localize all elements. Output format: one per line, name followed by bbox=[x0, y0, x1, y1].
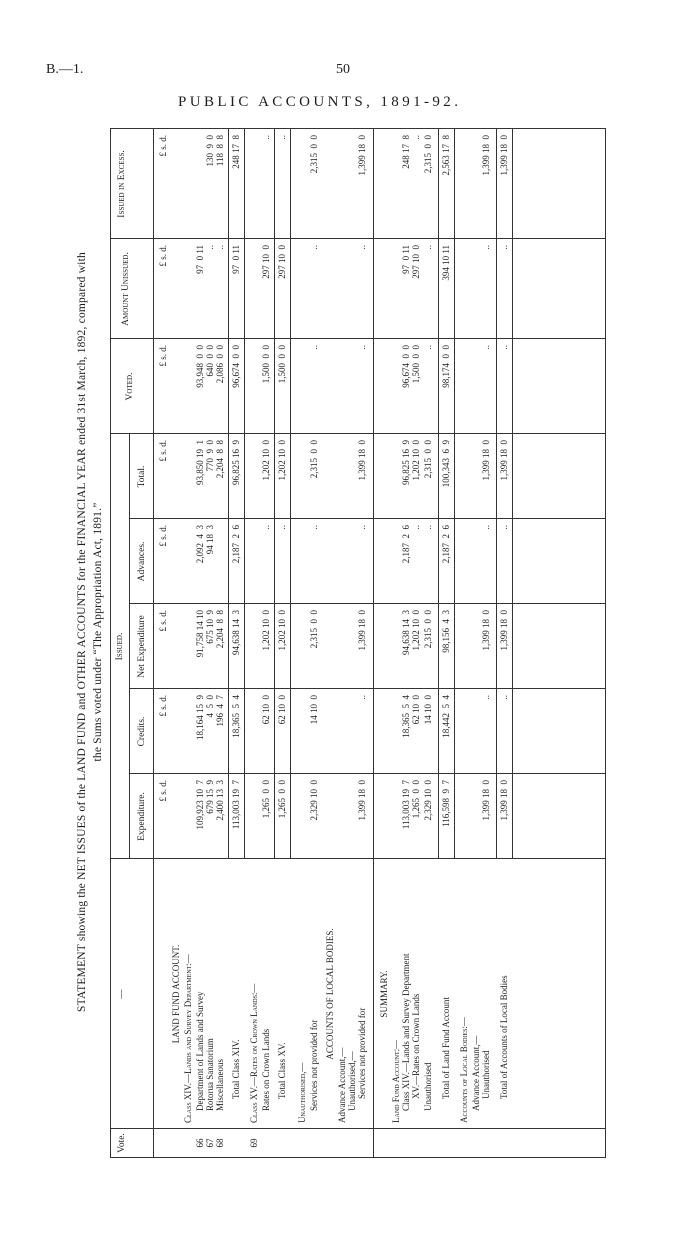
amount-cell: 2,204 8 8 bbox=[215, 610, 225, 649]
amount-cell: 98,174 0 0 bbox=[441, 345, 451, 388]
amount-cell: 118 8 8 bbox=[215, 135, 225, 167]
total-rule bbox=[496, 129, 497, 859]
amount-cell: 675 10 9 bbox=[205, 610, 215, 644]
header-rule bbox=[153, 129, 154, 1157]
amount-cell: .. bbox=[411, 525, 421, 530]
vote-number: 67 bbox=[205, 1138, 215, 1148]
amount-cell: 96,674 0 0 bbox=[401, 345, 411, 388]
total-rule bbox=[512, 129, 513, 859]
amount-cell: 1,399 18 0 bbox=[481, 440, 491, 481]
amount-cell: 2,315 0 0 bbox=[423, 440, 433, 479]
row-label: Class XIV.—Lands and Survey Department bbox=[401, 953, 411, 1111]
total-rule bbox=[228, 129, 229, 859]
amount-cell: 1,399 18 0 bbox=[357, 780, 367, 821]
amount-cell: 130 9 0 bbox=[205, 135, 215, 167]
amount-cell: .. bbox=[309, 245, 319, 250]
amount-cell: 116,598 9 7 bbox=[441, 780, 451, 827]
amount-cell: 640 0 0 bbox=[205, 345, 215, 377]
amount-cell: 100,343 6 9 bbox=[441, 440, 451, 488]
amount-cell: 96,825 16 9 bbox=[401, 440, 411, 485]
amount-cell: .. bbox=[481, 695, 491, 700]
total-rule bbox=[438, 129, 439, 859]
row-label: Total Class XV. bbox=[277, 1042, 287, 1099]
col-expenditure-header: Expenditure. bbox=[137, 792, 147, 841]
unit-label: £ s. d. bbox=[158, 135, 168, 157]
amount-cell: 1,202 10 0 bbox=[277, 440, 287, 481]
amount-cell: .. bbox=[423, 345, 433, 350]
col-credits-header: Credits. bbox=[137, 716, 147, 747]
amount-cell: 248 17 8 bbox=[401, 135, 411, 169]
amount-cell: 196 4 7 bbox=[215, 695, 225, 727]
total-rule bbox=[290, 129, 291, 859]
amount-cell: 1,399 18 0 bbox=[499, 610, 509, 651]
amount-cell: .. bbox=[277, 135, 287, 140]
amount-cell: 94 18 3 bbox=[205, 525, 215, 555]
amount-cell: 248 17 8 bbox=[231, 135, 241, 169]
amount-cell: .. bbox=[499, 345, 509, 350]
row-label: Total of Land Fund Account bbox=[441, 997, 451, 1099]
amount-cell: 14 10 0 bbox=[309, 695, 319, 725]
amount-cell: 2,315 0 0 bbox=[423, 135, 433, 174]
amount-cell: .. bbox=[261, 525, 271, 530]
row-label: Total Class XIV. bbox=[231, 1039, 241, 1099]
amount-cell: 2,329 10 0 bbox=[423, 780, 433, 821]
amount-cell: .. bbox=[215, 245, 225, 250]
amount-cell: 97 0 11 bbox=[401, 245, 411, 274]
amount-cell: 2,315 0 0 bbox=[423, 610, 433, 649]
amount-cell: 2,315 0 0 bbox=[309, 440, 319, 479]
row-label: Services not provided for bbox=[357, 1007, 367, 1099]
amount-cell: .. bbox=[411, 135, 421, 140]
amount-cell: .. bbox=[499, 245, 509, 250]
row-label: Advance Account,— bbox=[471, 1035, 481, 1111]
amount-cell: 113,003 19 7 bbox=[401, 780, 411, 830]
amount-cell: 97 0 11 bbox=[195, 245, 205, 274]
row-label: Total of Accounts of Local Bodies bbox=[499, 975, 509, 1099]
amount-cell: 1,265 0 0 bbox=[277, 780, 287, 819]
amount-cell: .. bbox=[481, 345, 491, 350]
column-rule bbox=[111, 1128, 605, 1129]
amount-cell: 1,399 18 0 bbox=[499, 440, 509, 481]
amount-cell: 770 9 0 bbox=[205, 440, 215, 472]
row-label: XV.—Rates on Crown Lands bbox=[411, 993, 421, 1099]
amount-cell: 1,399 18 0 bbox=[481, 780, 491, 821]
col-unissued-header: Amount Unissued. bbox=[121, 252, 131, 326]
amount-cell: 1,500 0 0 bbox=[277, 345, 287, 384]
amount-cell: 1,399 18 0 bbox=[499, 135, 509, 176]
amount-cell: 297 10 0 bbox=[411, 245, 421, 279]
row-label: Unauthorised bbox=[481, 1050, 491, 1099]
amount-cell: .. bbox=[499, 695, 509, 700]
amount-cell: 2,086 0 0 bbox=[215, 345, 225, 384]
amount-cell: 109,923 10 7 bbox=[195, 780, 205, 830]
page-number: 50 bbox=[336, 62, 350, 77]
col-issued-header: Issued. bbox=[115, 632, 125, 661]
amount-cell: 2,187 2 6 bbox=[401, 525, 411, 564]
unit-label: £ s. d. bbox=[158, 610, 168, 632]
issued-rule bbox=[129, 434, 130, 859]
amount-cell: 1,202 10 0 bbox=[277, 610, 287, 651]
unit-label: £ s. d. bbox=[158, 525, 168, 547]
amount-cell: 18,442 5 4 bbox=[441, 695, 451, 738]
amount-cell: .. bbox=[423, 525, 433, 530]
amount-cell: 2,315 0 0 bbox=[309, 610, 319, 649]
row-label: Accounts of Local Bodies:— bbox=[459, 1017, 469, 1123]
total-rule bbox=[244, 129, 245, 859]
row-label: Unauthorised,— bbox=[347, 1051, 357, 1111]
col-desc-header: — bbox=[117, 989, 127, 999]
amount-cell: 1,500 0 0 bbox=[261, 345, 271, 384]
col-excess-header: Issued in Excess. bbox=[117, 150, 127, 218]
amount-cell: 18,164 15 9 bbox=[195, 695, 205, 740]
accounts-table bbox=[110, 128, 606, 1158]
unit-label: £ s. d. bbox=[158, 345, 168, 367]
amount-cell: .. bbox=[357, 525, 367, 530]
amount-cell: 96,674 0 0 bbox=[231, 345, 241, 388]
page-title: PUBLIC ACCOUNTS, 1891-92. bbox=[178, 94, 462, 110]
row-label: SUMMARY. bbox=[379, 970, 389, 1018]
amount-cell: .. bbox=[481, 245, 491, 250]
amount-cell: 18,365 5 4 bbox=[401, 695, 411, 738]
vote-number: 69 bbox=[249, 1138, 259, 1148]
amount-cell: 2,187 2 6 bbox=[231, 525, 241, 564]
row-label: ACCOUNTS OF LOCAL BODIES. bbox=[325, 928, 335, 1060]
amount-cell: 96,825 16 9 bbox=[231, 440, 241, 485]
amount-cell: 2,563 17 8 bbox=[441, 135, 451, 176]
row-label: Class XV.—Rates on Crown Lands:— bbox=[249, 983, 259, 1123]
amount-cell: 297 10 0 bbox=[261, 245, 271, 279]
amount-cell: 2,187 2 6 bbox=[441, 525, 451, 564]
amount-cell: 94,638 14 3 bbox=[231, 610, 241, 655]
unit-label: £ s. d. bbox=[158, 695, 168, 717]
row-label: Services not provided for bbox=[309, 1019, 319, 1111]
col-vote-header: Vote. bbox=[117, 1133, 127, 1153]
amount-cell: 91,758 14 10 bbox=[195, 610, 205, 658]
unit-label: £ s. d. bbox=[158, 245, 168, 267]
unit-label: £ s. d. bbox=[158, 780, 168, 802]
amount-cell: 113,003 19 7 bbox=[231, 780, 241, 830]
row-label: Land Fund Account:— bbox=[391, 1039, 401, 1123]
row-label: Rates on Crown Lands bbox=[261, 1028, 271, 1111]
unit-label: £ s. d. bbox=[158, 440, 168, 462]
amount-cell: 2,092 4 3 bbox=[195, 525, 205, 564]
amount-cell: 394 10 11 bbox=[441, 245, 451, 281]
amount-cell: 93,948 0 0 bbox=[195, 345, 205, 388]
vote-number: 68 bbox=[215, 1138, 225, 1148]
amount-cell: 2,315 0 0 bbox=[309, 135, 319, 174]
row-label: LAND FUND ACCOUNT. bbox=[171, 944, 181, 1044]
row-label: Rotorua Sanatorium bbox=[205, 1038, 215, 1111]
amount-cell: 1,399 18 0 bbox=[481, 135, 491, 176]
amount-cell: 2,329 10 0 bbox=[309, 780, 319, 821]
amount-cell: .. bbox=[481, 525, 491, 530]
row-label: Class XIV.—Lands and Survey Department:— bbox=[183, 954, 193, 1123]
amount-cell: 62 10 0 bbox=[277, 695, 287, 725]
amount-cell: .. bbox=[205, 245, 215, 250]
amount-cell: 1,399 18 0 bbox=[357, 135, 367, 176]
amount-cell: 1,202 10 0 bbox=[411, 440, 421, 481]
amount-cell: .. bbox=[261, 135, 271, 140]
amount-cell: 1,500 0 0 bbox=[411, 345, 421, 384]
amount-cell: .. bbox=[357, 245, 367, 250]
col-net-header: Net Expenditure bbox=[137, 615, 147, 678]
col-voted-header: Voted. bbox=[125, 372, 135, 401]
statement-caption: STATEMENT showing the NET ISSUES of the LAND FUND and OTHER ACCOUNTS for the FINANCIAL YEAR ended 31st March, 1892, compared with bbox=[76, 252, 88, 1012]
amount-cell: 1,265 0 0 bbox=[261, 780, 271, 819]
amount-cell: .. bbox=[423, 245, 433, 250]
col-advances-header: Advances. bbox=[137, 541, 147, 582]
summary-rule bbox=[373, 129, 374, 1157]
row-label: Advance Account,— bbox=[337, 1047, 347, 1123]
amount-cell: 679 15 9 bbox=[205, 780, 215, 814]
amount-cell: 62 10 0 bbox=[411, 695, 421, 725]
total-rule bbox=[454, 129, 455, 859]
document-code: B.—1. bbox=[46, 62, 84, 77]
col-total-header: Total. bbox=[137, 465, 147, 488]
amount-cell: 2,204 8 8 bbox=[215, 440, 225, 479]
vote-number: 66 bbox=[195, 1138, 205, 1148]
row-label: Unauthorised,— bbox=[297, 1062, 307, 1123]
row-label: Department of Lands and Survey bbox=[195, 991, 205, 1111]
row-label: Unauthorised bbox=[423, 1062, 433, 1111]
amount-cell: .. bbox=[309, 345, 319, 350]
amount-cell: 93,850 19 1 bbox=[195, 440, 205, 485]
amount-cell: .. bbox=[309, 525, 319, 530]
amount-cell: .. bbox=[277, 525, 287, 530]
amount-cell: .. bbox=[357, 345, 367, 350]
amount-cell: 14 10 0 bbox=[423, 695, 433, 725]
amount-cell: 1,399 18 0 bbox=[357, 440, 367, 481]
amount-cell: 98,156 4 3 bbox=[441, 610, 451, 653]
amount-cell: 94,638 14 3 bbox=[401, 610, 411, 655]
amount-cell: 4 5 0 bbox=[205, 695, 215, 718]
total-rule bbox=[274, 129, 275, 859]
amount-cell: 2,400 13 3 bbox=[215, 780, 225, 821]
amount-cell: 62 10 0 bbox=[261, 695, 271, 725]
amount-cell: 1,399 18 0 bbox=[481, 610, 491, 651]
amount-cell: 97 0 11 bbox=[231, 245, 241, 274]
statement-caption-2: the Sums voted under “The Appropriation Act, 1891.” bbox=[92, 502, 104, 762]
amount-cell: 1,202 10 0 bbox=[411, 610, 421, 651]
amount-cell: 1,202 10 0 bbox=[261, 440, 271, 481]
amount-cell: 1,399 18 0 bbox=[357, 610, 367, 651]
amount-cell: 18,365 5 4 bbox=[231, 695, 241, 738]
row-label: Miscellaneous bbox=[215, 1059, 225, 1111]
amount-cell: 1,399 18 0 bbox=[499, 780, 509, 821]
amount-cell: 297 10 0 bbox=[277, 245, 287, 279]
amount-cell: 1,265 0 0 bbox=[411, 780, 421, 819]
amount-cell: .. bbox=[357, 695, 367, 700]
amount-cell: .. bbox=[499, 525, 509, 530]
amount-cell: 1,202 10 0 bbox=[261, 610, 271, 651]
